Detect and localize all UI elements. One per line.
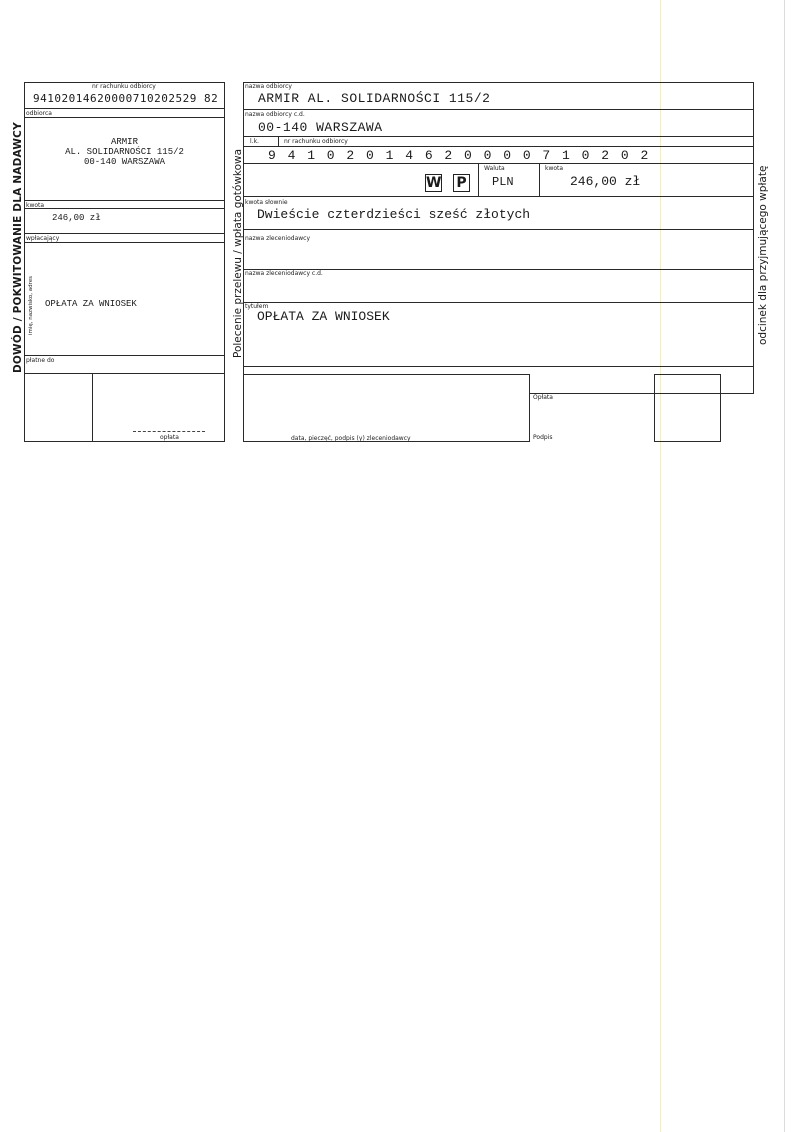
receipt-fee-line <box>133 431 205 432</box>
receipt-recipient-line-2: AL. SOLIDARNOŚCI 115/2 <box>65 147 184 157</box>
receipt-amount: 246,00 zł <box>52 213 101 223</box>
amount-label: kwota <box>545 165 564 172</box>
receipt-side-title: DOWÓD / POKWITOWANIE DLA NADAWCY <box>12 122 24 373</box>
page-edge <box>784 0 785 1132</box>
receipt-recipient-line-1: ARMIR <box>110 137 138 147</box>
sign-label: Podpis <box>533 434 553 441</box>
recipient-name: ARMIR AL. SOLIDARNOŚCI 115/2 <box>258 91 491 106</box>
lk-label: l.k. <box>250 138 259 145</box>
transfer-side-title: Polecenie przelewu / wpłata gotówkowa <box>232 148 244 358</box>
amount-words: Dwieście czterdzieści sześć złotych <box>257 207 531 222</box>
fee-label: Opłata <box>533 394 553 401</box>
transfer-right-side-title: odcinek dla przyjmującego wpłatę <box>757 165 769 345</box>
signature-label: data, pieczęć, podpis (y) zleceniodawcy <box>291 435 411 442</box>
recipient-name-label: nazwa odbiorcy <box>245 83 292 90</box>
recipient-name-cd: 00-140 WARSZAWA <box>258 120 383 135</box>
receipt-payer-label: wpłacający <box>26 235 60 242</box>
receipt-amount-label: kwota <box>26 202 45 209</box>
amount-words-label: kwota słownie <box>245 199 288 206</box>
receipt-paid-to-label: płatne do <box>26 357 55 364</box>
sender-name-cd-label: nazwa zleceniodawcy c.d. <box>245 270 323 277</box>
receipt-fee-label: opłata <box>160 434 179 441</box>
recipient-name-cd-label: nazwa odbiorcy c.d. <box>245 111 305 118</box>
receipt-payer-sublabel: imię, nazwisko, adres <box>28 275 34 335</box>
stamp-box[interactable] <box>654 374 721 442</box>
receipt-payer-text: OPŁATA ZA WNIOSEK <box>45 299 137 309</box>
title-label: tytułem <box>245 303 269 310</box>
amount: 246,00 zł <box>570 174 641 189</box>
w-box[interactable]: W <box>426 175 442 191</box>
title: OPŁATA ZA WNIOSEK <box>257 309 390 324</box>
currency-label: Waluta <box>484 165 505 172</box>
account-label: nr rachunku odbiorcy <box>284 138 348 145</box>
receipt-form <box>24 82 225 442</box>
sender-name-label: nazwa zleceniodawcy <box>245 235 311 242</box>
p-box[interactable]: P <box>453 174 470 192</box>
receipt-account-number: 94102014620000710202529 82 <box>33 92 219 105</box>
account-number: 9 4 1 0 2 0 1 4 6 2 0 0 0 0 7 1 0 2 0 2 <box>268 148 651 163</box>
receipt-recipient-line-3: 00-140 WARSZAWA <box>83 157 165 167</box>
receipt-account-label: nr rachunku odbiorcy <box>92 83 156 90</box>
currency: PLN <box>492 175 514 189</box>
receipt-recipient-label: odbiorca <box>26 110 52 117</box>
